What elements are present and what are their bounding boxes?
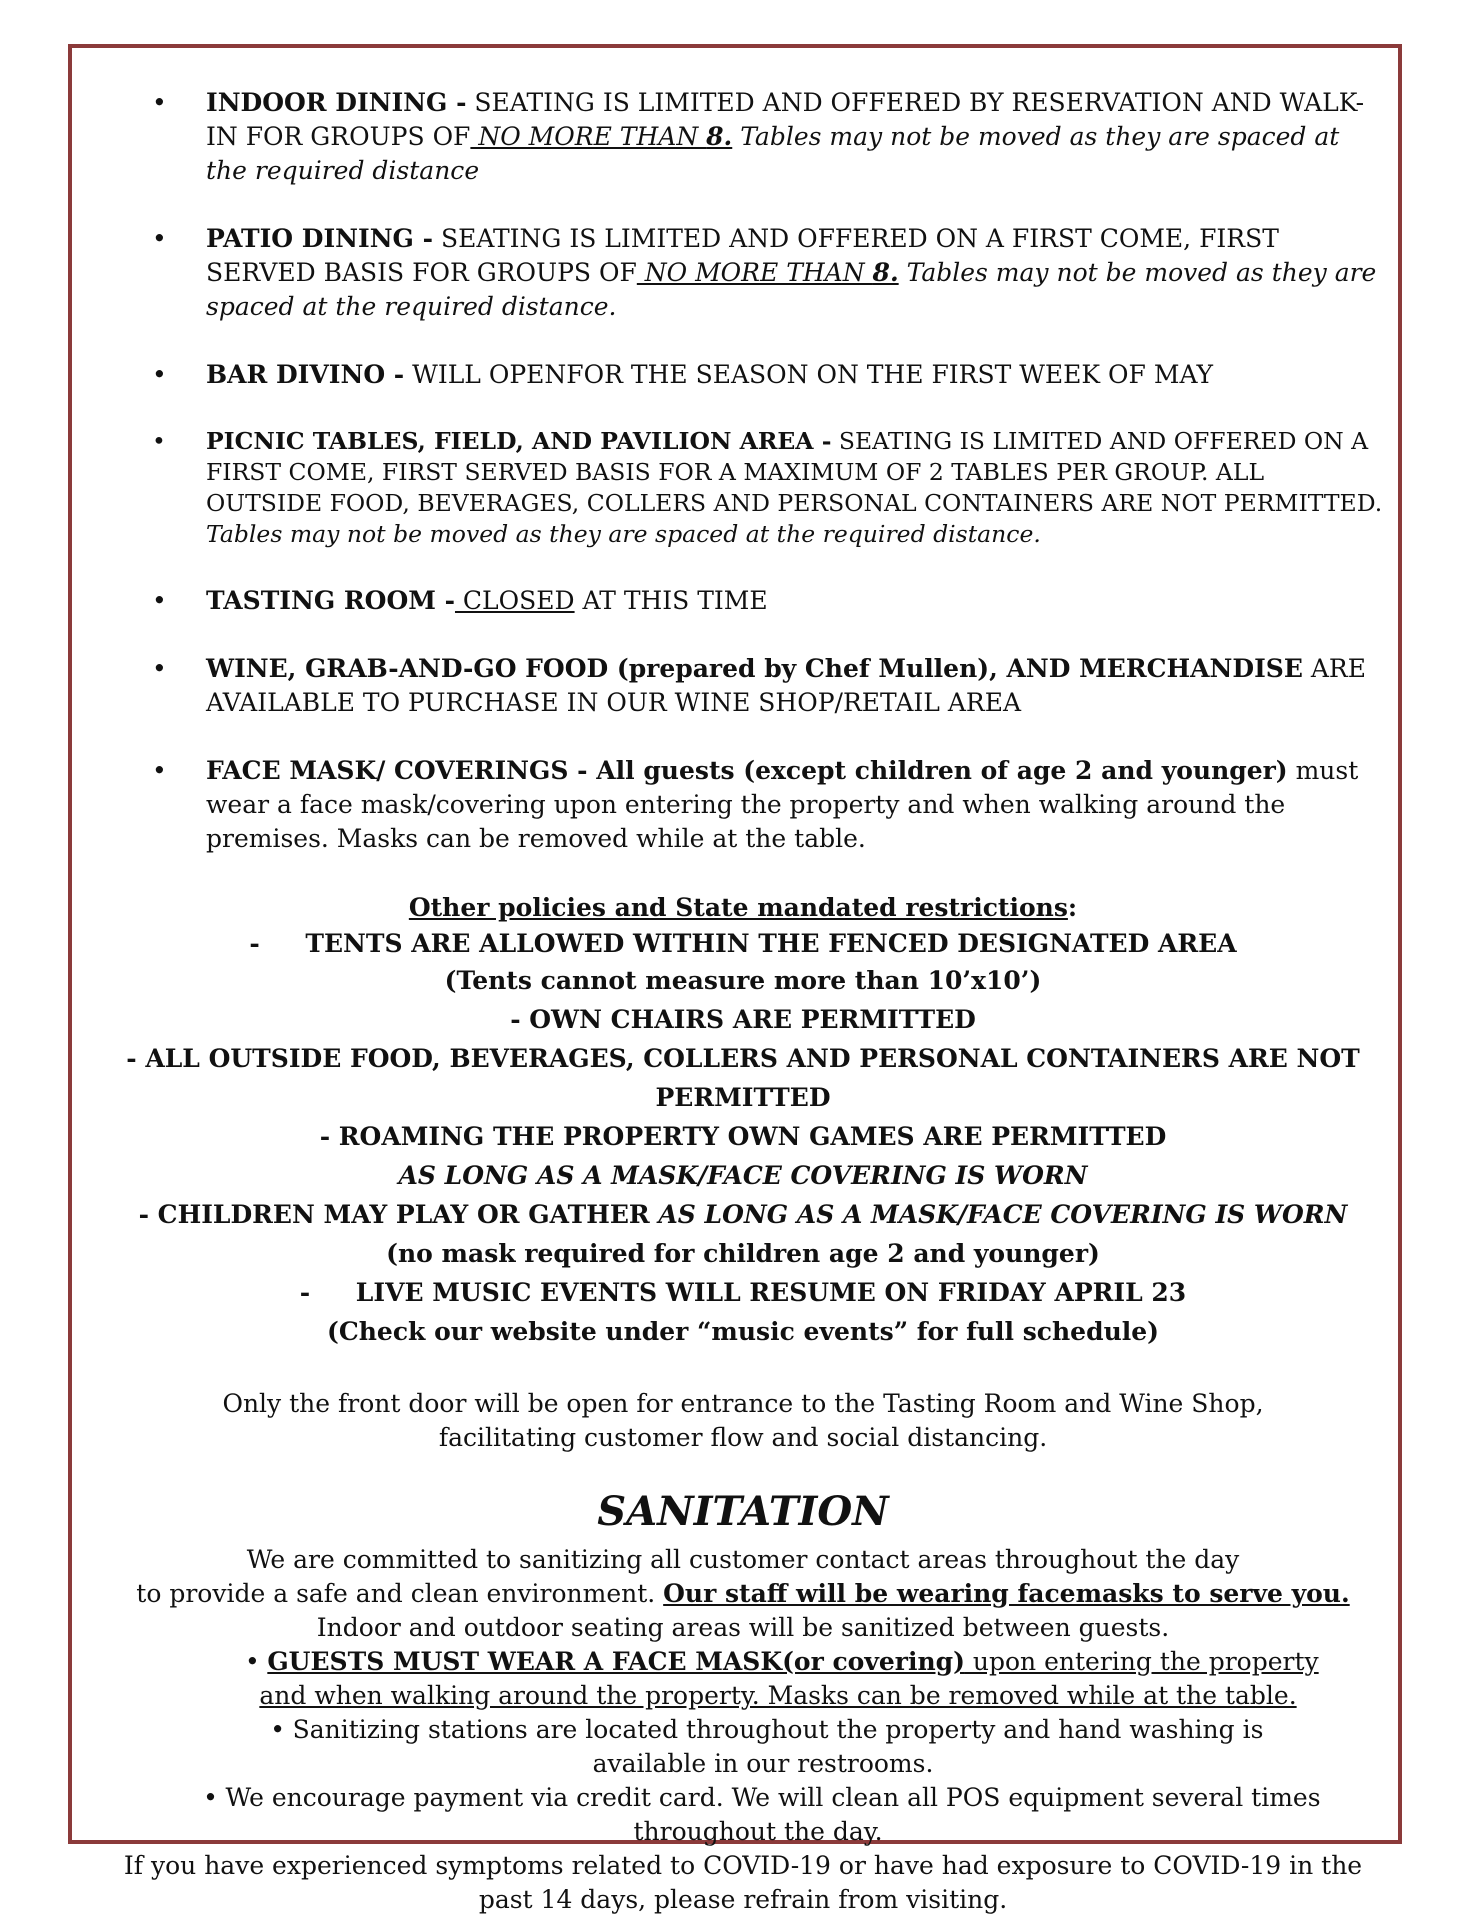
- bullet-icon: •: [270, 1715, 285, 1744]
- list-item-face-mask: [102, 754, 1384, 856]
- policies-section: [102, 888, 1384, 1351]
- list-item-patio-dining: [102, 222, 1384, 324]
- entrance-line: Only the front door will be open for entrance to the Tasting Room and Wine Shop,: [222, 1389, 1264, 1418]
- policy-children: [102, 1195, 1384, 1234]
- policy-outside-food: - ALL OUTSIDE FOOD, BEVERAGES, COLLERS AND PERSONAL CONTAINERS ARE NOT PERMITTED: [126, 1044, 1360, 1112]
- item-text: AT THIS TIME: [574, 586, 768, 615]
- sanitation-bullet-stations: [102, 1713, 1384, 1781]
- payment-text: We encourage payment via credit card. We will clean all POS equipment several times throughout the day.: [225, 1783, 1321, 1846]
- item-text: SEATING IS LIMITED AND OFFERED ON A FIRST COME, FIRST SERVED BASIS FOR A MAXIMUM OF 2 TABLES PER GROUP. ALL OUTSIDE FOOD, BEVERAGES, COLLERS AND PERSONAL CONTAINERS ARE NOT PERMITTED.: [206, 427, 1383, 517]
- sanitation-text: to provide a safe and clean environment.: [136, 1579, 664, 1608]
- item-note: Tables may not be moved as they are spaced at the required distance.: [206, 520, 1041, 548]
- guest-mask-text: upon entering the property and when walking around the property. Masks can be removed while at the table.: [259, 1647, 1319, 1710]
- policy-own-chairs: - OWN CHAIRS ARE PERMITTED: [510, 1005, 976, 1034]
- bullet-icon: •: [152, 88, 167, 117]
- item-note: Tables may not be moved as they are spaced at the required distance.: [206, 258, 1377, 321]
- sanitation-section: [102, 1485, 1384, 1917]
- staff-mask-note: Our staff will be wearing facemasks to serve you.: [663, 1579, 1350, 1608]
- policy-tents: [102, 927, 1384, 961]
- entrance-note: [102, 1387, 1384, 1455]
- bullet-icon: •: [152, 224, 167, 253]
- list-item-picnic-tables: [102, 426, 1384, 550]
- dash-marker: -: [299, 1278, 311, 1307]
- item-number: 8.: [872, 258, 899, 287]
- sanitation-bullet-payment: [102, 1781, 1384, 1849]
- item-title: PICNIC TABLES, FIELD, AND PAVILION AREA -: [206, 427, 832, 455]
- policy-mask-condition: [102, 1156, 1384, 1195]
- bullet-icon: •: [152, 654, 167, 683]
- policy-own-games: - ROAMING THE PROPERTY OWN GAMES ARE PERMITTED: [319, 1122, 1167, 1151]
- policies-heading-text: Other policies and State mandated restrictions: [408, 893, 1068, 922]
- page-border: [68, 44, 1402, 1914]
- list-item-indoor-dining: [102, 86, 1384, 188]
- item-title: FACE MASK/ COVERINGS - All guests (except children of age 2 and younger): [206, 756, 1288, 785]
- bullet-icon: •: [152, 756, 167, 785]
- bullet-icon: •: [152, 586, 167, 615]
- item-title: INDOOR DINING -: [206, 88, 467, 117]
- item-note: Tables may not be moved as they are spaced at the required distance: [206, 122, 1340, 185]
- item-text: SEATING IS LIMITED AND OFFERED ON A FIRST COME, FIRST SERVED BASIS FOR GROUPS OF: [206, 224, 1279, 287]
- item-text: SEATING IS LIMITED AND OFFERED BY RESERVATION AND WALK-IN FOR GROUPS OF: [206, 88, 1365, 151]
- bullet-icon: •: [152, 360, 167, 389]
- item-text: must wear a face mask/covering upon entering the property and when walking around the premises. Masks can be removed while at the table.: [206, 756, 1359, 853]
- policy-text: - CHILDREN MAY PLAY OR GATHER: [138, 1200, 659, 1229]
- list-item-wine-grab-and-go: [102, 652, 1384, 720]
- seating-list: [102, 86, 1384, 856]
- item-title: WINE, GRAB-AND-GO FOOD (prepared by Chef Mullen), AND MERCHANDISE: [206, 654, 1303, 683]
- bullet-icon: •: [203, 1783, 218, 1812]
- policy-text: TENTS ARE ALLOWED WITHIN THE FENCED DESIGNATED AREA: [305, 929, 1237, 958]
- policy-live-music: [102, 1273, 1384, 1312]
- policy-tents-size: (Tents cannot measure more than 10’x10’): [444, 966, 1042, 995]
- policy-condition: AS LONG AS A MASK/FACE COVERING IS WORN: [658, 1200, 1348, 1229]
- list-item-bar-divino: [102, 358, 1384, 392]
- sanitation-intro: We are committed to sanitizing all customer contact areas throughout the day: [246, 1545, 1240, 1574]
- policies-heading: [102, 888, 1384, 927]
- item-title: PATIO DINING -: [206, 224, 433, 253]
- sanitation-bullet-guest-mask: [102, 1645, 1384, 1713]
- policy-website-note: (Check our website under “music events” for full schedule): [327, 1317, 1159, 1346]
- item-emphasis: NO MORE THAN: [470, 122, 707, 151]
- list-item-tasting-room: [102, 584, 1384, 618]
- bullet-icon: •: [244, 1647, 260, 1676]
- item-status: CLOSED: [454, 586, 575, 615]
- sanitation-title: SANITATION: [597, 1488, 889, 1535]
- item-title: BAR DIVINO -: [206, 360, 405, 389]
- document-body: [102, 86, 1384, 1917]
- policy-children-mask-note: (no mask required for children age 2 and younger): [386, 1239, 1100, 1268]
- sanitation-seating-note: Indoor and outdoor seating areas will be sanitized between guests.: [316, 1613, 1170, 1642]
- guest-mask-title: GUESTS MUST WEAR A FACE MASK(or covering): [267, 1647, 965, 1676]
- bullet-icon: •: [152, 427, 166, 455]
- item-emphasis: NO MORE THAN: [636, 258, 873, 287]
- policy-text: LIVE MUSIC EVENTS WILL RESUME ON FRIDAY APRIL 23: [355, 1278, 1187, 1307]
- item-number: 8.: [706, 122, 733, 151]
- item-text: WILL OPENFOR THE SEASON ON THE FIRST WEEK OF MAY: [404, 360, 1213, 389]
- policy-text: AS LONG AS A MASK/FACE COVERING IS WORN: [398, 1161, 1088, 1190]
- entrance-line: facilitating customer flow and social distancing.: [438, 1423, 1048, 1452]
- sanitation-intro-2: [102, 1577, 1384, 1611]
- stations-text: Sanitizing stations are located throughout the property and hand washing is available in our restrooms.: [292, 1715, 1264, 1778]
- policies-heading-colon: :: [1067, 893, 1078, 922]
- covid-closing-note: If you have experienced symptoms related to COVID-19 or have had exposure to COVID-19 in the past 14 days, please refrain from visiting.: [123, 1851, 1363, 1914]
- item-title: TASTING ROOM -: [206, 586, 455, 615]
- item-text: ARE AVAILABLE TO PURCHASE IN OUR WINE SHOP/RETAIL AREA: [206, 654, 1366, 717]
- dash-marker: -: [249, 929, 260, 958]
